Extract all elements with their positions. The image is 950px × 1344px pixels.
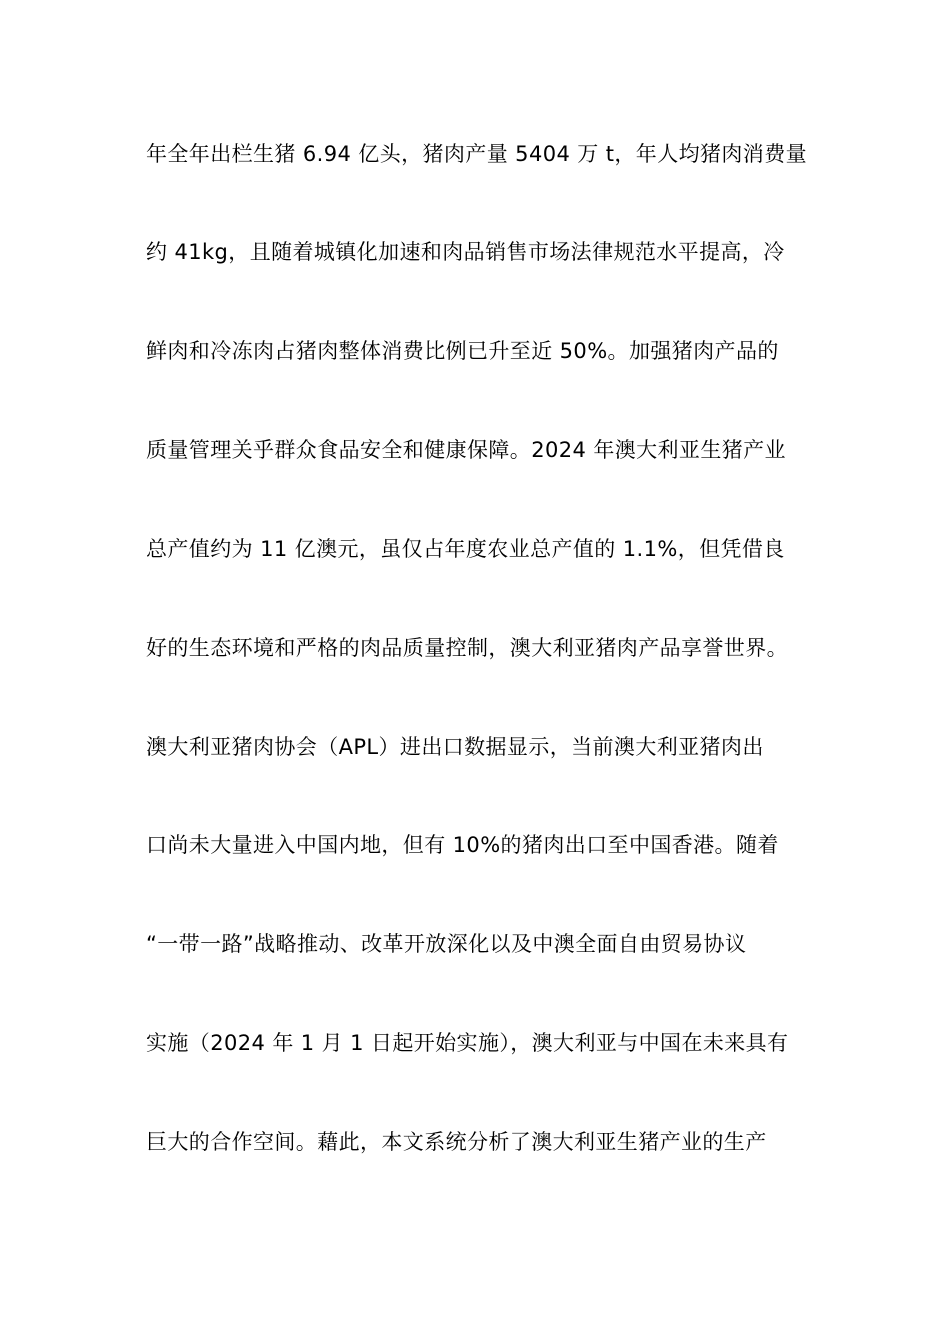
text-line: 实施（2024 年 1 月 1 日起开始实施），澳大利亚与中国在未来具有 [146,1031,789,1055]
text-line: 质量管理关乎群众食品安全和健康保障。2024 年澳大利亚生猪产业 [146,438,786,462]
text-line: 总产值约为 11 亿澳元，虽仅占年度农业总产值的 1.1%，但凭借良 [146,537,785,561]
text-line: 鲜肉和冷冻肉占猪肉整体消费比例已升至近 50%。加强猪肉产品的 [146,339,779,363]
text-line: 年全年出栏生猪 6.94 亿头，猪肉产量 5404 万 t，年人均猪肉消费量 [146,142,808,166]
text-line: 好的生态环境和严格的肉品质量控制，澳大利亚猪肉产品享誉世界。 [146,636,788,660]
text-line: 巨大的合作空间。藉此，本文系统分析了澳大利亚生猪产业的生产 [146,1130,767,1154]
text-line: 口尚未大量进入中国内地，但有 10%的猪肉出口至中国香港。随着 [146,833,779,857]
text-line: “一带一路”战略推动、改革开放深化以及中澳全面自由贸易协议 [146,932,747,956]
text-line: 约 41kg，且随着城镇化加速和肉品销售市场法律规范水平提高，冷 [146,240,785,264]
text-line: 澳大利亚猪肉协会（APL）进出口数据显示，当前澳大利亚猪肉出 [146,735,764,759]
